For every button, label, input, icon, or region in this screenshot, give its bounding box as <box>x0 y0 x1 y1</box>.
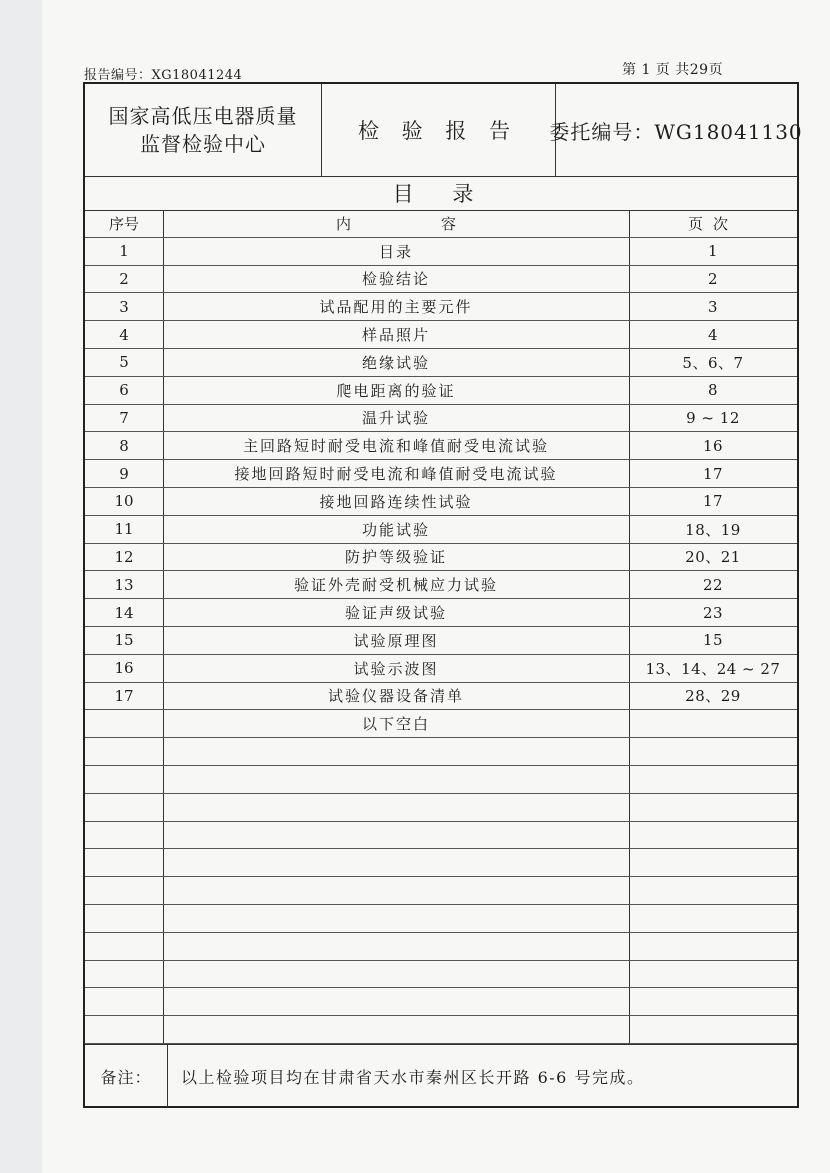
blank-row <box>85 1016 797 1044</box>
page-cell: 20、21 <box>685 548 741 567</box>
content-cell: 以下空白 <box>361 715 430 734</box>
table-row <box>85 321 797 349</box>
seq-cell: 14 <box>114 603 134 622</box>
blank-row <box>85 988 797 1016</box>
table-row <box>85 655 797 683</box>
content-cell: 目录 <box>378 242 413 261</box>
blank-row <box>85 849 797 877</box>
header-page: 页次 <box>687 215 738 233</box>
table-row <box>85 238 797 266</box>
document-title: 检 验 报 告 <box>321 84 556 176</box>
seq-cell: 15 <box>114 631 134 650</box>
content-cell: 验证声级试验 <box>344 604 447 623</box>
content-cell: 试验仪器设备清单 <box>327 687 464 706</box>
table-row <box>85 349 797 377</box>
content-cell: 试验原理图 <box>353 631 439 650</box>
page-cell: 1 <box>707 242 719 261</box>
seq-cell: 9 <box>119 464 129 483</box>
content-cell: 接地回路连续性试验 <box>319 492 473 511</box>
seq-cell: 7 <box>119 408 129 427</box>
scan-margin <box>0 0 42 1173</box>
seq-cell: 2 <box>119 269 129 288</box>
blank-row <box>85 822 797 850</box>
blank-row <box>85 877 797 905</box>
page-cell: 9 ~ 12 <box>686 408 740 427</box>
table-row <box>85 599 797 627</box>
page-cell: 8 <box>707 381 719 400</box>
blank-row <box>85 905 797 933</box>
remarks-row <box>85 1044 797 1107</box>
report-header <box>85 84 803 177</box>
content-cell: 试验示波图 <box>353 659 439 678</box>
organization-name <box>85 84 322 176</box>
remarks-label: 备注： <box>85 1045 168 1107</box>
seq-cell: 12 <box>114 547 134 566</box>
toc-table <box>85 210 797 1044</box>
seq-cell: 11 <box>114 520 134 539</box>
page-cell: 2 <box>707 269 719 288</box>
content-cell: 主回路短时耐受电流和峰值耐受电流试验 <box>242 437 549 456</box>
blank-row <box>85 738 797 766</box>
content-cell: 检验结论 <box>361 270 430 289</box>
report-number: 报告编号：XG18041244 <box>84 68 243 83</box>
content-cell: 验证外壳耐受机械应力试验 <box>293 576 498 595</box>
page-cell: 23 <box>702 603 724 622</box>
page-cell: 16 <box>702 436 724 455</box>
toc-title: 目 录 <box>85 176 797 211</box>
seq-cell: 1 <box>119 242 129 261</box>
page-cell: 3 <box>707 297 719 316</box>
page-cell: 13、14、24 ~ 27 <box>645 659 781 678</box>
table-row <box>85 377 797 405</box>
seq-cell: 17 <box>114 686 134 705</box>
seq-cell: 3 <box>119 297 129 316</box>
report-frame <box>83 82 803 1108</box>
table-row <box>85 683 797 711</box>
seq-cell <box>85 710 163 737</box>
table-row <box>85 460 797 488</box>
header-content: 内容 <box>335 215 546 233</box>
content-cell: 温升试验 <box>361 409 430 428</box>
remarks-text: 以上检验项目均在甘肃省天水市秦州区长开路 6-6 号完成。 <box>181 1067 645 1087</box>
seq-cell: 13 <box>114 575 134 594</box>
commission-number: 委托编号：WG18041130 <box>549 119 803 144</box>
page-info: 第 1 页 共29页 <box>622 62 724 78</box>
page-cell: 5、6、7 <box>682 353 744 372</box>
table-row <box>85 571 797 599</box>
content-cell: 功能试验 <box>361 520 430 539</box>
page-cell: 4 <box>707 325 719 344</box>
blank-row <box>85 933 797 961</box>
seq-cell: 6 <box>119 381 129 400</box>
table-row <box>85 293 797 321</box>
table-row <box>85 627 797 655</box>
content-cell: 防护等级验证 <box>344 548 447 567</box>
page-cell: 17 <box>702 464 724 483</box>
content-cell: 爬电距离的验证 <box>336 381 456 400</box>
content-cell: 绝缘试验 <box>361 353 430 372</box>
organization-line-1: 国家高低压电器质量 <box>108 104 298 128</box>
organization-line-2: 监督检验中心 <box>140 132 266 156</box>
page-cell: 15 <box>702 631 724 650</box>
page-cell <box>629 710 797 737</box>
page-cell: 18、19 <box>685 520 741 539</box>
table-row <box>85 488 797 516</box>
toc-header-row <box>85 210 797 238</box>
table-row <box>85 710 797 738</box>
table-row <box>85 266 797 294</box>
content-cell: 接地回路短时耐受电流和峰值耐受电流试验 <box>234 465 558 484</box>
seq-cell: 16 <box>114 659 134 678</box>
seq-cell: 8 <box>119 436 129 455</box>
page-cell: 22 <box>702 575 724 594</box>
seq-cell: 5 <box>119 353 129 372</box>
content-cell: 试品配用的主要元件 <box>319 298 473 317</box>
content-cell: 样品照片 <box>361 326 430 345</box>
page-cell: 28、29 <box>685 687 741 706</box>
seq-cell: 10 <box>114 492 134 511</box>
seq-cell: 4 <box>119 325 129 344</box>
table-row <box>85 432 797 460</box>
page-cell: 17 <box>702 492 724 511</box>
header-seq: 序号 <box>108 215 139 233</box>
table-row <box>85 405 797 433</box>
table-row <box>85 544 797 572</box>
blank-row <box>85 961 797 989</box>
blank-row <box>85 766 797 794</box>
table-row <box>85 516 797 544</box>
blank-row <box>85 794 797 822</box>
